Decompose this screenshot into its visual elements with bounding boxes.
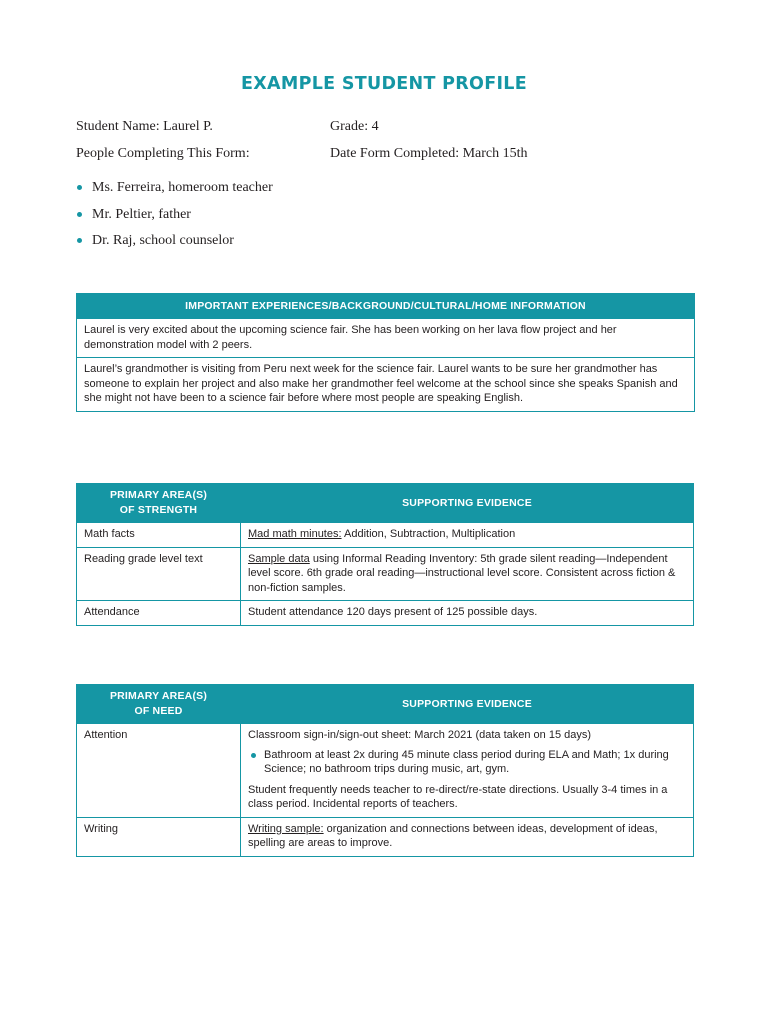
background-table-header: IMPORTANT EXPERIENCES/BACKGROUND/CULTURAL/HOME INFORMATION (77, 294, 695, 319)
strength-area: Math facts (77, 523, 241, 548)
need-evidence: Writing sample: organization and connections between ideas, development of ideas, spelling are areas to improve. (241, 817, 694, 856)
list-item: Bathroom at least 2x during 45 minute class period during ELA and Math; 1x during Science; no bathroom trips during music, art, gym. (248, 748, 686, 777)
bullet-icon (251, 753, 256, 758)
strength-evidence: Mad math minutes: Addition, Subtraction, Multiplication (241, 523, 694, 548)
table-cell: Laurel’s grandmother is visiting from Peru next week for the science fair. Laurel wants to be sure her grandmother has someone to explain her project and also make her grandmother feel welcome at the school since she speaks Spanish and she might not have been to a science fair before where most people are speaking English. (77, 358, 695, 412)
table-row (77, 547, 694, 601)
bullet-icon (77, 185, 82, 190)
list-item: Ms. Ferreira, homeroom teacher (76, 178, 273, 205)
need-evidence-header: SUPPORTING EVIDENCE (241, 685, 694, 724)
evidence-bullet-list (248, 748, 686, 777)
table-row (77, 724, 694, 818)
need-table (76, 684, 694, 857)
strength-area-header: PRIMARY AREA(S) OF STRENGTH (77, 484, 241, 523)
need-evidence: Classroom sign-in/sign-out sheet: March 2021 (data taken on 15 days) Bathroom at least 2x during 45 minute class period during ELA and Math; 1x during Science; no bathroom trips during music, art, gym. Student frequently needs teacher to re-direct/re-state directions. Usually 3-4 times in a class period. Incidental reports of teachers. (241, 724, 694, 818)
people-list (76, 178, 273, 258)
strength-evidence-header: SUPPORTING EVIDENCE (241, 484, 694, 523)
people-completing-label: People Completing This Form: (76, 146, 250, 161)
page-title: EXAMPLE STUDENT PROFILE (241, 74, 527, 94)
strength-area: Reading grade level text (77, 547, 241, 601)
student-grade: Grade: 4 (330, 119, 379, 134)
table-row (77, 601, 694, 626)
table-row (77, 319, 695, 358)
strength-evidence: Sample data using Informal Reading Inventory: 5th grade silent reading—Independent level score. 6th grade oral reading—instructional level score. Consistent across fiction & non-fiction samples. (241, 547, 694, 601)
need-area: Attention (77, 724, 241, 818)
strength-table (76, 483, 694, 626)
table-row (77, 523, 694, 548)
list-item: Dr. Raj, school counselor (76, 231, 273, 258)
background-table (76, 293, 695, 412)
bullet-icon (77, 212, 82, 217)
table-row (77, 358, 695, 412)
strength-evidence: Student attendance 120 days present of 125 possible days. (241, 601, 694, 626)
table-row (77, 817, 694, 856)
student-name: Student Name: Laurel P. (76, 119, 213, 134)
list-item: Mr. Peltier, father (76, 205, 273, 232)
need-area-header: PRIMARY AREA(S) OF NEED (77, 685, 241, 724)
bullet-icon (77, 238, 82, 243)
table-cell: Laurel is very excited about the upcoming science fair. She has been working on her lava flow project and her demonstration model with 2 peers. (77, 319, 695, 358)
need-area: Writing (77, 817, 241, 856)
date-completed: Date Form Completed: March 15th (330, 146, 528, 161)
strength-area: Attendance (77, 601, 241, 626)
